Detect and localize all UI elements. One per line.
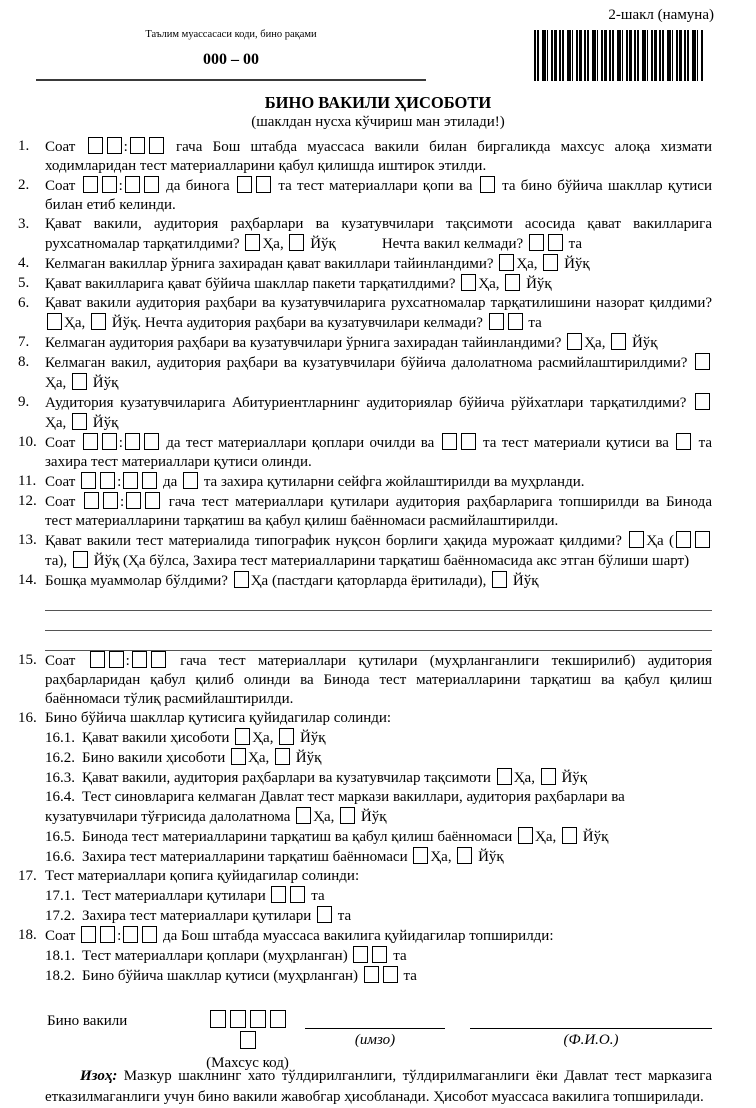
fullname-caption: (Ф.И.О.) bbox=[563, 1032, 619, 1048]
entry-box[interactable] bbox=[695, 353, 710, 370]
entry-box[interactable] bbox=[100, 472, 115, 489]
item-number: 2. bbox=[18, 177, 30, 193]
institution-code-block bbox=[36, 29, 426, 81]
entry-box[interactable] bbox=[231, 748, 246, 765]
entry-box[interactable] bbox=[275, 748, 290, 765]
entry-box[interactable] bbox=[210, 1010, 226, 1028]
entry-box[interactable] bbox=[548, 234, 563, 251]
item-number: 11. bbox=[18, 473, 37, 489]
item-number: 16.5. bbox=[45, 829, 75, 845]
entry-box[interactable] bbox=[505, 274, 520, 291]
form-item-16-3: 16.3. Қават вакили, аудитория раҳбарлари ва кузатувчилар тақсимоти Ҳа, Йўқ bbox=[45, 770, 588, 786]
form-item-15: 15. Соат : гача тест материаллари қутилари (муҳрланганлиги текширилиб) аудитория раҳбарларидан қабул қилиб олинди ва Бинода тест материалларини тарқатиш ва қабул қилиш баённомаси тўлиқ расмийлаштирилди. bbox=[18, 652, 712, 707]
page-subtitle: (шаклдан нусха кўчириш ман этилади!) bbox=[251, 114, 505, 130]
entry-box[interactable] bbox=[47, 313, 62, 330]
footer-note-label: Изоҳ: bbox=[80, 1068, 118, 1084]
entry-box[interactable] bbox=[372, 946, 387, 963]
form-item-17: 17. Тест материаллари қопига қуйидагилар солинди: bbox=[18, 868, 360, 884]
item-number: 16.3. bbox=[45, 770, 75, 786]
item-number: 8. bbox=[18, 354, 30, 370]
entry-box[interactable] bbox=[695, 531, 710, 548]
form-items bbox=[0, 137, 756, 986]
entry-box[interactable] bbox=[237, 176, 252, 193]
write-in-line[interactable] bbox=[45, 631, 712, 651]
form-header bbox=[0, 29, 756, 81]
entry-box[interactable] bbox=[567, 333, 582, 350]
item-number: 12. bbox=[18, 493, 37, 509]
entry-box[interactable] bbox=[149, 137, 164, 154]
form-item-16: 16. Бино бўйича шакллар қутисига қуйидагилар солинди: bbox=[18, 710, 392, 726]
item-number: 16.1. bbox=[45, 730, 75, 746]
write-in-line[interactable] bbox=[45, 611, 712, 631]
entry-box[interactable] bbox=[676, 433, 691, 450]
entry-box[interactable] bbox=[529, 234, 544, 251]
form-item-7: 7. Келмаган аудитория раҳбари ва кузатувчилари ўрнига захирадан тайинландими? Ҳа, Йўқ bbox=[18, 334, 658, 351]
institution-code-value: 000 – 00 bbox=[203, 51, 259, 68]
special-code-boxes bbox=[208, 1013, 288, 1050]
form-item-13: 13. Қават вакили тест материалида типографик нуқсон борлиги ҳақида мурожаат қилдими? Ҳа ( та), Йўқ (Ҳа бўлса, Захира тест материалларини тарқатиш баённомасида акс этган бўлиши шарт) bbox=[18, 531, 712, 571]
signature-row bbox=[0, 1010, 756, 1071]
item-number: 16. bbox=[18, 710, 37, 726]
entry-box[interactable] bbox=[142, 926, 157, 943]
entry-box[interactable] bbox=[492, 571, 507, 588]
item-number: 7. bbox=[18, 334, 30, 350]
entry-box[interactable] bbox=[91, 313, 106, 330]
entry-box[interactable] bbox=[289, 234, 304, 251]
entry-box[interactable] bbox=[145, 492, 160, 509]
entry-box[interactable] bbox=[676, 531, 691, 548]
entry-box[interactable] bbox=[88, 137, 103, 154]
entry-box[interactable] bbox=[130, 137, 145, 154]
write-in-line[interactable] bbox=[45, 591, 712, 611]
entry-box[interactable] bbox=[499, 254, 514, 271]
entry-box[interactable] bbox=[457, 847, 472, 864]
signature-line[interactable] bbox=[305, 1010, 445, 1029]
entry-box[interactable] bbox=[611, 333, 626, 350]
special-code-caption: (Махсус код) bbox=[206, 1055, 289, 1071]
form-item-16-6: 16.6. Захира тест материалларини тарқатиш баённомаси Ҳа, Йўқ bbox=[45, 849, 504, 865]
form-item-3: 3. Қават вакили, аудитория раҳбарлари ва кузатувчилари тақсимоти асосида қават вакилларига рухсатномалар тарқатилдими? Ҳа, Йўқ Нечта вакил келмади? та bbox=[18, 216, 712, 252]
entry-box[interactable] bbox=[102, 176, 117, 193]
form-item-1: 1. Соат : гача Бош штабда муассаса вакили билан биргаликда махсус алоқа хизмати ходимларидан тест материалларини қабул қилишда иштирок этилди. bbox=[18, 138, 712, 174]
entry-box[interactable] bbox=[271, 886, 286, 903]
item-number: 1. bbox=[18, 138, 30, 154]
signature-role-label: Бино вакили bbox=[47, 1013, 128, 1029]
form-item-5: 5. Қават вакилларига қават бўйича шакллар пакети тарқатилдими? Ҳа, Йўқ bbox=[18, 275, 552, 292]
form-item-18-2: 18.2. Бино бўйича шакллар қутиси (муҳрланган) та bbox=[45, 968, 417, 984]
entry-box[interactable] bbox=[235, 728, 250, 745]
entry-box[interactable] bbox=[290, 886, 305, 903]
entry-box[interactable] bbox=[245, 234, 260, 251]
item-number: 16.2. bbox=[45, 750, 75, 766]
entry-box[interactable] bbox=[442, 433, 457, 450]
entry-box[interactable] bbox=[83, 433, 98, 450]
form-item-10: 10. Соат : да тест материаллари қоплари очилди ва та тест материали қутиси ва та захира тест материаллари қутиси олинди. bbox=[18, 434, 712, 470]
entry-box[interactable] bbox=[144, 433, 159, 450]
item-number: 18.2. bbox=[45, 968, 75, 984]
entry-box[interactable] bbox=[81, 472, 96, 489]
signature-caption: (имзо) bbox=[354, 1032, 396, 1048]
entry-box[interactable] bbox=[543, 254, 558, 271]
entry-box[interactable] bbox=[353, 946, 368, 963]
item-number: 9. bbox=[18, 394, 30, 410]
entry-box[interactable] bbox=[562, 827, 577, 844]
item-number: 5. bbox=[18, 275, 30, 291]
entry-box[interactable] bbox=[413, 847, 428, 864]
entry-box[interactable] bbox=[103, 492, 118, 509]
entry-box[interactable] bbox=[489, 313, 504, 330]
entry-box[interactable] bbox=[81, 926, 96, 943]
item-number: 3. bbox=[18, 216, 30, 232]
form-item-9: 9. Аудитория кузатувчиларига Абитуриентларнинг аудиториялар бўйича рўйхатлари тарқатилдими? Ҳа, Йўқ bbox=[18, 393, 712, 433]
entry-box[interactable] bbox=[84, 492, 99, 509]
entry-box[interactable] bbox=[541, 768, 556, 785]
entry-box[interactable] bbox=[508, 313, 523, 330]
form-item-14: 14. Бошқа муаммолар бўлдими? Ҳа (пастдаги қаторларда ёритилади), Йўқ bbox=[18, 572, 539, 589]
entry-box[interactable] bbox=[107, 137, 122, 154]
entry-box[interactable] bbox=[230, 1010, 246, 1028]
item-number: 14. bbox=[18, 572, 37, 588]
footer-note bbox=[45, 1066, 712, 1108]
form-number-label: 2-шакл (намуна) bbox=[608, 7, 714, 23]
entry-box[interactable] bbox=[256, 176, 271, 193]
entry-box[interactable] bbox=[90, 651, 105, 668]
form-item-2: 2. Соат : да бинога та тест материаллари қопи ва та бино бўйича шакллар қутиси билан етиб келинди. bbox=[18, 177, 712, 213]
item-number: 15. bbox=[18, 652, 37, 668]
entry-box[interactable] bbox=[240, 1031, 256, 1049]
item-number: 18. bbox=[18, 927, 37, 943]
entry-box[interactable] bbox=[100, 926, 115, 943]
entry-box[interactable] bbox=[123, 926, 138, 943]
form-item-17-2: 17.2. Захира тест материаллари қутилари та bbox=[45, 908, 352, 924]
form-item-18: 18. Соат : да Бош штабда муассаса вакилига қуйидагилар топширилди: bbox=[18, 927, 554, 944]
entry-box[interactable] bbox=[461, 433, 476, 450]
entry-box[interactable] bbox=[132, 651, 147, 668]
form-item-16-4: 16.4. Тест синовларига келмаган Давлат тест маркази вакиллари, аудитория раҳбарлари ва кузатувчилари тўғрисида далолатнома Ҳа, Йўқ bbox=[45, 789, 625, 825]
item-number: 17.1. bbox=[45, 888, 75, 904]
entry-box[interactable] bbox=[518, 827, 533, 844]
entry-box[interactable] bbox=[364, 966, 379, 983]
entry-box[interactable] bbox=[73, 551, 88, 568]
entry-box[interactable] bbox=[125, 433, 140, 450]
entry-box[interactable] bbox=[83, 176, 98, 193]
item-number: 17. bbox=[18, 868, 37, 884]
entry-box[interactable] bbox=[234, 571, 249, 588]
form-item-6: 6. Қават вакили аудитория раҳбари ва кузатувчиларига рухсатномалар тарқатилишини назорат қилдими? Ҳа, Йўқ. Нечта аудитория раҳбари ва кузатувчилари келмади? та bbox=[18, 295, 712, 331]
item-number: 4. bbox=[18, 255, 30, 271]
entry-box[interactable] bbox=[296, 807, 311, 824]
entry-box[interactable] bbox=[383, 966, 398, 983]
item-number: 10. bbox=[18, 434, 37, 450]
special-code-field bbox=[200, 1010, 295, 1073]
form-item-16-2: 16.2. Бино вакили ҳисоботи Ҳа, Йўқ bbox=[45, 750, 322, 766]
entry-box[interactable] bbox=[125, 176, 140, 193]
form-item-18-1: 18.1. Тест материаллари қоплари (муҳрланган) та bbox=[45, 948, 407, 964]
page-title: БИНО ВАКИЛИ ҲИСОБОТИ bbox=[264, 93, 492, 112]
entry-box[interactable] bbox=[72, 413, 87, 430]
institution-code-caption: Таълим муассасаси коди, бино рақами bbox=[145, 29, 317, 40]
entry-box[interactable] bbox=[480, 176, 495, 193]
entry-box[interactable] bbox=[270, 1010, 286, 1028]
entry-box[interactable] bbox=[695, 393, 710, 410]
form-item-17-1: 17.1. Тест материаллари қутилари та bbox=[45, 888, 325, 904]
form-item-8: 8. Келмаган вакил, аудитория раҳбари ва кузатувчилари бўйича далолатнома расмийлаштирилдими? Ҳа, Йўқ bbox=[18, 353, 712, 393]
entry-box[interactable] bbox=[629, 531, 644, 548]
entry-box[interactable] bbox=[340, 807, 355, 824]
barcode bbox=[534, 30, 704, 81]
entry-box[interactable] bbox=[142, 472, 157, 489]
item-number: 17.2. bbox=[45, 908, 75, 924]
signature-field bbox=[305, 1010, 445, 1050]
form-item-12: 12. Соат : гача тест материаллари қутилари аудитория раҳбарларига топширилди ва Бинода тест материалларини тарқатиш ва қабул қилиш баённомаси расмийлаштирилди. bbox=[18, 493, 712, 529]
entry-box[interactable] bbox=[151, 651, 166, 668]
entry-box[interactable] bbox=[126, 492, 141, 509]
fullname-field bbox=[470, 1010, 712, 1050]
entry-box[interactable] bbox=[317, 906, 332, 923]
form-item-16-1: 16.1. Қават вакили ҳисоботи Ҳа, Йўқ bbox=[45, 730, 326, 746]
form-item-16-5: 16.5. Бинода тест материалларини тарқатиш ва қабул қилиш баённомаси Ҳа, Йўқ bbox=[45, 829, 609, 845]
fullname-line[interactable] bbox=[470, 1010, 712, 1029]
entry-box[interactable] bbox=[109, 651, 124, 668]
entry-box[interactable] bbox=[183, 472, 198, 489]
entry-box[interactable] bbox=[102, 433, 117, 450]
item-number: 16.4. bbox=[45, 789, 75, 805]
entry-box[interactable] bbox=[250, 1010, 266, 1028]
entry-box[interactable] bbox=[497, 768, 512, 785]
entry-box[interactable] bbox=[123, 472, 138, 489]
item-number: 6. bbox=[18, 295, 30, 311]
entry-box[interactable] bbox=[72, 373, 87, 390]
form-item-11: 11. Соат : да та захира қутиларни сейфга жойлаштирилди ва муҳрланди. bbox=[18, 473, 585, 490]
entry-box[interactable] bbox=[279, 728, 294, 745]
item-number: 13. bbox=[18, 532, 37, 548]
footer-note-text: Мазкур шаклнинг хато тўлдирилганлиги, тўлдирилмаганлиги ёки Давлат тест марказига етказилмаганлиги учун бино вакили жавобгар ҳисобланади. Ҳисобот муассаса вакилига топширилади. bbox=[45, 1068, 713, 1105]
entry-box[interactable] bbox=[461, 274, 476, 291]
item-number: 16.6. bbox=[45, 849, 75, 865]
entry-box[interactable] bbox=[144, 176, 159, 193]
form-item-4: 4. Келмаган вакиллар ўрнига захирадан қават вакиллари тайинландими? Ҳа, Йўқ bbox=[18, 255, 590, 272]
item-number: 18.1. bbox=[45, 948, 75, 964]
